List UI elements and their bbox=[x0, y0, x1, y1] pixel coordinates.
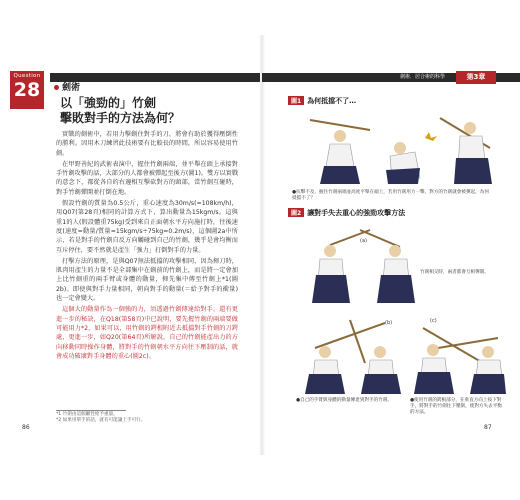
page-gutter bbox=[259, 35, 265, 455]
title-line-2: 擊敗對手的方法為何？ bbox=[60, 111, 181, 125]
figure-1-heading: 為何抵擋不了… bbox=[307, 97, 357, 105]
bullet-icon bbox=[54, 85, 59, 90]
footnote-rule bbox=[56, 410, 126, 411]
figure-2-label: 圖2 bbox=[288, 208, 304, 217]
running-head: 劍術．居合術的科學 bbox=[400, 74, 446, 80]
page-number-left: 86 bbox=[22, 424, 30, 431]
figure-2b-illustration bbox=[295, 318, 405, 396]
paragraph: 假設竹劍的質量為0.5公斤，重心速度為30m/s(=108km/h)，用Q07(第28頁)相同的計算方式下，算出動量為15kgm/s。這與重1的人(假設體重75kg)受到來自正面朝水平方向施打時，往後速度(速度=動量/質量=15kgm/s÷75kg=0.2m/s)，這個圖2a中所示，若是對手的竹劍自反方向觸碰到自己的竹劍，幾乎是會均衡而互斥停住，要不然就是產生「強力」打倒對手的力量。 bbox=[56, 200, 238, 254]
figure-2-title bbox=[288, 208, 405, 218]
question-label: Question bbox=[13, 73, 41, 79]
figure-2a-illustration bbox=[300, 225, 420, 305]
figure-2c-label: (c) bbox=[430, 318, 437, 324]
figure-2c-caption: ●使用竹劍的鍔根部分，在垂直方向上按下對手，將對手的竹劍往下壓制，使對方失去平衡的方法。 bbox=[410, 398, 502, 416]
title-line-1: 以「強勁的」竹劍 bbox=[60, 96, 157, 110]
body-text bbox=[56, 130, 238, 363]
category-label: 劍術 bbox=[62, 83, 81, 93]
figure-1-label: 圖1 bbox=[288, 96, 304, 105]
figure-2b-caption: ●自己的手臂與身體的動量傳達到對手的竹劍。 bbox=[296, 398, 392, 403]
figure-2b-label: (b) bbox=[385, 320, 393, 326]
footnotes bbox=[56, 412, 246, 424]
header-band-left bbox=[50, 73, 260, 82]
figure-2a-label: (a) bbox=[360, 238, 367, 244]
figure-1-caption: ●抗擊不及，握住竹劍兩端並高度平舉在頭上，若用竹劍用力一擊，對方的竹劍就會被彈起，為何抵擋不了？ bbox=[292, 190, 489, 202]
paragraph: 打擊方法的原理，是與Q07無法抵擋的攻擊相同，因為揮刀時，肌肉用產生的力量不是全部集中在劍前的竹劍上，而是將一定會加上比竹劍重的兩手臂或身體的動量，揮先集中傳至竹劍上*1(圖2b)。即使與對手力量相同，朝向對手的動量(＝給予對手的衝量)也一定會變大。 bbox=[56, 257, 238, 303]
paragraph: 實戰的劍術中，若用力擊劍住對手的刀，將會有助於獲得壓倒性的勝利。因用木刀練習此技術要有比較長的時間，所以容易使用竹劍。 bbox=[56, 131, 238, 157]
category-tag bbox=[54, 80, 80, 93]
figure-2-heading: 讓對手失去重心的強勁攻擊方法 bbox=[307, 209, 406, 217]
question-number: 28 bbox=[13, 79, 41, 101]
footnote: *2 如果用單手的話，就有可能讓上手可行。 bbox=[56, 418, 146, 423]
figure-1-illustration bbox=[290, 108, 505, 186]
paragraph: 這個大的動量作為一個強的力，須透過竹劍傳達給對手，還有更進一步的秘訣，在Q18(第58頁)中已說明，要先握竹劍的兩端要做可能用力*2，如果可以，用竹劍的鍔根附近去抵擋對手竹劍的刀鍔處，更進一步，如Q20(第64頁)所解說，自己的竹劍能產出力的方向移動同時操作身體，將對手的竹劍朝水平方向往下壓制的話，就會成功破壞對手身體的重心(圖2c)。 bbox=[56, 306, 238, 360]
figure-2c-illustration bbox=[408, 318, 508, 396]
chapter-tab: 第3章 bbox=[456, 71, 496, 84]
figure-2a-caption: 竹劍相交時，兩者都會互相彈開。 bbox=[420, 270, 489, 275]
paragraph: 在甲野善紀的武術表演中，握住竹劍兩端，並平舉在頭上承接對手竹劍攻擊的話，大部分的人都會被彈起至後方(圖1)。雙方以實戰的意念下，都從各自的右邊相互擊砍對方的頭部，當竹劍互碰時，對手竹劍彈開並打倒在地。 bbox=[56, 160, 239, 196]
figure-1-title bbox=[288, 96, 356, 106]
question-badge bbox=[10, 71, 44, 109]
footnote: *1 竹劍由這個屬性給予重量。 bbox=[56, 412, 118, 417]
page-number-right: 87 bbox=[484, 424, 492, 431]
page-title bbox=[60, 96, 250, 126]
